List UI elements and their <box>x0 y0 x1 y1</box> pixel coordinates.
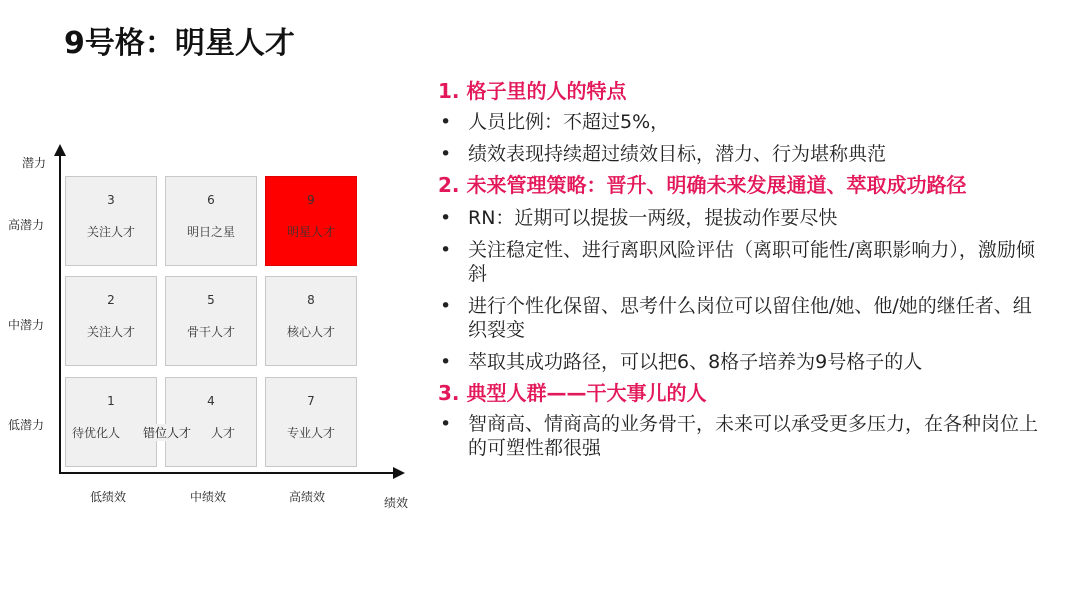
cell-name: 关注人才 <box>86 225 135 239</box>
bullet-dot-icon: • <box>440 295 452 317</box>
x-level-mid: 中绩效 <box>190 490 227 504</box>
bullet-item <box>438 412 1038 460</box>
bullet-dot-icon: • <box>440 111 452 133</box>
cell-name: 待优化人 <box>71 426 120 440</box>
cell-number: 9 <box>307 193 315 207</box>
bullet-dot-icon: • <box>440 143 452 165</box>
cell-number: 5 <box>207 293 215 307</box>
grid-cell-1 <box>65 377 157 467</box>
x-axis-line <box>59 472 395 474</box>
x-axis-arrow-icon <box>393 467 405 479</box>
grid-cell-8 <box>265 276 357 366</box>
bullet-item <box>438 294 1038 342</box>
cell-number: 6 <box>207 193 215 207</box>
bullet-item <box>438 206 1038 230</box>
bullet-dot-icon: • <box>440 207 452 229</box>
bullet-text: 智商高、情商高的业务骨干，未来可以承受更多压力，在各种岗位上的可塑性都很强 <box>468 413 1039 459</box>
cell-name: 核心人才 <box>286 325 335 339</box>
bullet-text: 人员比例：不超过5%， <box>468 111 670 133</box>
grid-cell-9-highlighted <box>265 176 357 266</box>
bullet-text: 萃取其成功路径，可以把6、8格子培养为9号格子的人 <box>468 351 923 373</box>
bullet-text: 进行个性化保留、思考什么岗位可以留住他/她、他/她的继任者、组织裂变 <box>468 295 1032 341</box>
grid-cell-2 <box>65 276 157 366</box>
bullet-text: 绩效表现持续超过绩效目标，潜力、行为堪称典范 <box>468 143 887 165</box>
x-level-high: 高绩效 <box>289 490 326 504</box>
y-axis-label: 潜力 <box>22 156 47 170</box>
cell-name: 专业人才 <box>286 426 335 440</box>
x-axis-label: 绩效 <box>384 496 409 510</box>
bullet-text: 关注稳定性、进行离职风险评估（离职可能性/离职影响力），激励倾斜 <box>468 239 1035 285</box>
y-level-high: 高潜力 <box>8 218 45 232</box>
cell-name: 骨干人才 <box>186 325 235 339</box>
cell-name: 关注人才 <box>86 325 135 339</box>
cell-number: 8 <box>307 293 315 307</box>
grid-cell-3 <box>65 176 157 266</box>
cell-number: 3 <box>107 193 115 207</box>
misplaced-talent-label: 错位人才 <box>143 426 192 440</box>
section-heading-3: 3. 典型人群——干大事儿的人 <box>438 381 707 405</box>
bullet-dot-icon: • <box>440 413 452 435</box>
bullet-text: RN：近期可以提拔一两级，提拔动作要尽快 <box>468 207 838 229</box>
cell-name: 明日之星 <box>186 225 235 239</box>
bullet-dot-icon: • <box>440 351 452 373</box>
grid-cell-7 <box>265 377 357 467</box>
bullet-item <box>438 110 1038 134</box>
y-level-low: 低潜力 <box>8 418 45 432</box>
cell-number: 7 <box>307 394 315 408</box>
bullet-dot-icon: • <box>440 239 452 261</box>
grid-cell-5 <box>165 276 257 366</box>
grid-cell-4 <box>165 377 257 467</box>
y-axis-arrow-icon <box>54 144 66 156</box>
x-level-low: 低绩效 <box>90 490 127 504</box>
bullet-item <box>438 350 1038 374</box>
y-level-mid: 中潜力 <box>8 318 45 332</box>
bullet-item <box>438 142 1038 166</box>
grid-cell-6 <box>165 176 257 266</box>
cell-name: 人才 <box>210 426 235 440</box>
description-panel <box>438 78 1038 460</box>
cell-name: 明星人才 <box>286 225 335 239</box>
section-heading-1: 1. 格子里的人的特点 <box>438 79 627 103</box>
cell-number: 4 <box>207 394 215 408</box>
cell-number: 1 <box>107 394 115 408</box>
bullet-item <box>438 238 1038 286</box>
cell-number: 2 <box>107 293 115 307</box>
page-title: 9号格：明星人才 <box>64 26 295 61</box>
section-heading-2: 2. 未来管理策略：晋升、明确未来发展通道、萃取成功路径 <box>438 173 967 197</box>
